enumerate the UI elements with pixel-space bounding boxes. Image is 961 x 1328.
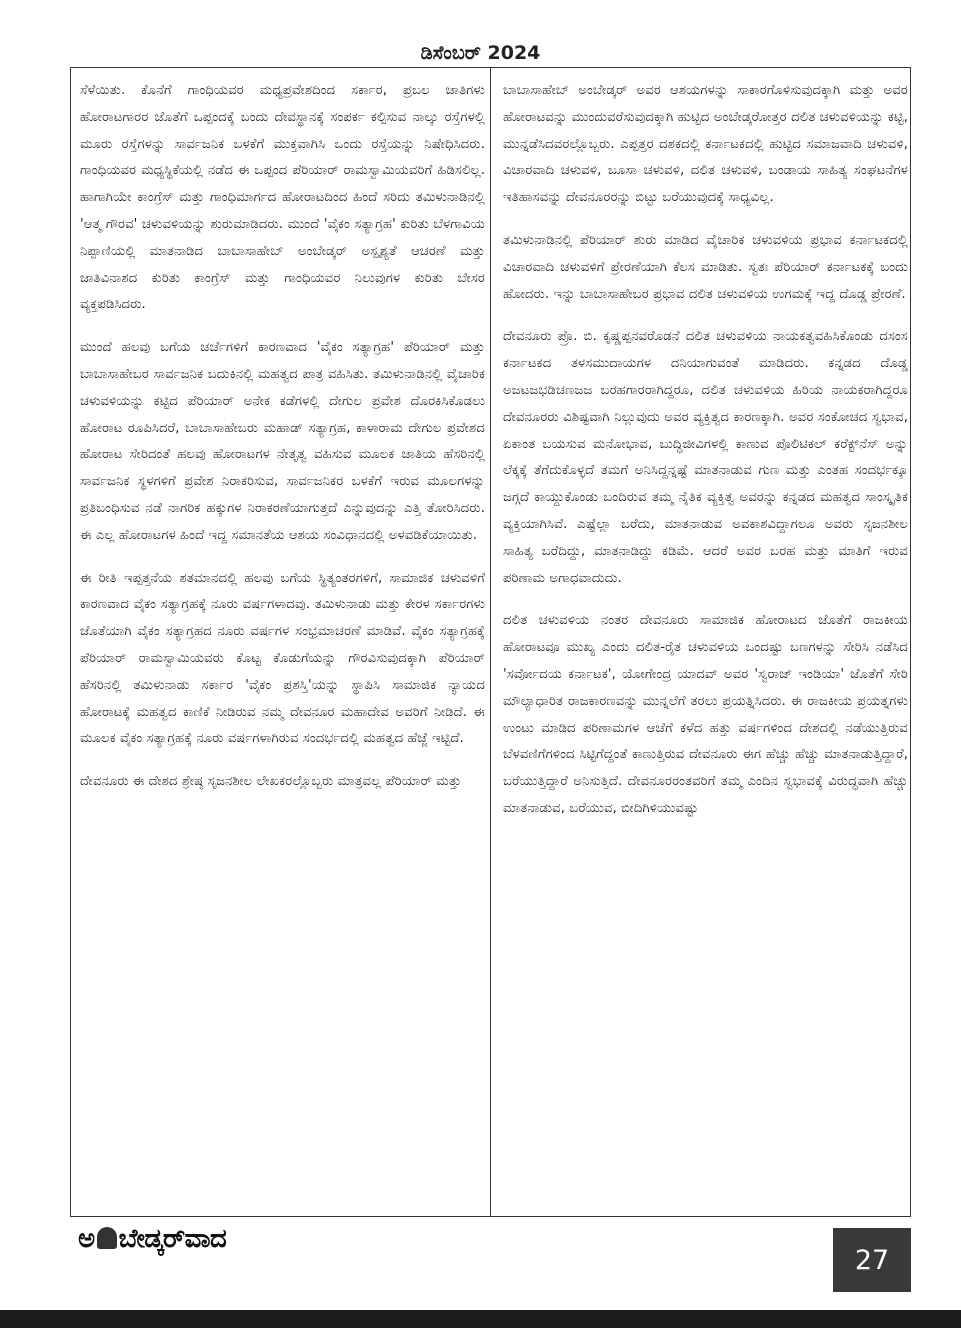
paragraph: ತಮಿಳುನಾಡಿನಲ್ಲಿ ಪೆರಿಯಾರ್ ಶುರು ಮಾಡಿದ ವೈಚಾರಿಕ ಚಳುವಳಿಯ ಪ್ರಭಾವ ಕರ್ನಾಟಕದಲ್ಲಿ ವಿಚಾರವಾದಿ ಚಳುವಳಿಗೆ ಪ್ರೇರಣೆಯಾಗಿ ಕೆಲಸ ಮಾಡಿತು. ಸ್ವತಃ ಪೆರಿಯಾರ್ ಕರ್ನಾಟಕಕ್ಕೆ ಬಂದು ಹೋದರು. ಇನ್ನು ಬಾಬಾಸಾಹೇಬರ ಪ್ರಭಾವ ದಲಿತ ಚಳುವಳಿಯ ಉಗಮಕ್ಕೆ ಇದ್ದ ದೊಡ್ಡ ಪ್ರೇರಣೆ. <box>503 232 908 302</box>
paragraph: ಈ ರೀತಿ ಇಪ್ಪತ್ತನೆಯ ಶತಮಾನದಲ್ಲಿ ಹಲವು ಬಗೆಯ ಸ್ಥಿತ್ಯಂತರಗಳಿಗೆ, ಸಾಮಾಜಿಕ ಚಳುವಳಿಗೆ ಕಾರಣವಾದ ವೈಕಂ ಸತ್ಯಾಗ್ರಹಕ್ಕೆ ನೂರು ವರ್ಷಗಳಾದವು. ತಮಿಳುನಾಡು ಮತ್ತು ಕೇರಳ ಸರ್ಕಾರಗಳು ಜೊತೆಯಾಗಿ ವೈಕಂ ಸತ್ಯಾಗ್ರಹದ ನೂರು ವರ್ಷಗಳ ಸಂಭ್ರಮಾಚರಣೆ ಮಾಡಿವೆ. ವೈಕಂ ಸತ್ಯಾಗ್ರಹಕ್ಕೆ ಪೆರಿಯಾರ್ ರಾಮಸ್ವಾಮಿಯವರು ಕೊಟ್ಟ ಕೊಡುಗೆಯನ್ನು ಗೌರವಿಸುವುದಕ್ಕಾಗಿ ಪೆರಿಯಾರ್ ಹೆಸರಿನಲ್ಲಿ ತಮಿಳುನಾಡು ಸರ್ಕಾರ 'ವೈಕಂ ಪ್ರಶಸ್ತಿ'ಯನ್ನು ಸ್ಥಾಪಿಸಿ ಸಾಮಾಜಿಕ ನ್ಯಾಯದ ಹೋರಾಟಕ್ಕೆ ಮಹತ್ವದ ಕಾಣಿಕೆ ನೀಡಿರುವ ನಮ್ಮ ದೇವನೂರ ಮಹಾದೇವ ಅವರಿಗೆ ನೀಡಿದೆ. ಈ ಮೂಲಕ ವೈಕಂ ಸತ್ಯಾಗ್ರಹಕ್ಕೆ ನೂರು ವರ್ಷಗಳಾಗಿರುವ ಸಂದರ್ಭದಲ್ಲಿ ಮಹತ್ವದ ಹೆಜ್ಜೆ ಇಟ್ಟಿದೆ. <box>80 570 485 747</box>
page-number: 27 <box>833 1228 911 1292</box>
logo-prefix: ಅ <box>78 1224 95 1254</box>
bottom-rule <box>70 1216 910 1217</box>
paragraph: ಮುಂದೆ ಹಲವು ಬಗೆಯ ಚರ್ಚೆಗಳಿಗೆ ಕಾರಣವಾದ 'ವೈಕಂ ಸತ್ಯಾಗ್ರಹ' ಪೆರಿಯಾರ್ ಮತ್ತು ಬಾಬಾಸಾಹೇಬರ ಸಾರ್ವಜನಿಕ ಬದುಕಿನಲ್ಲಿ ಮಹತ್ವದ ಪಾತ್ರ ವಹಿಸಿತು. ತಮಿಳುನಾಡಿನಲ್ಲಿ ವೈಚಾರಿಕ ಚಳುವಳಿಯನ್ನು ಕಟ್ಟಿದ ಪೆರಿಯಾರ್ ಅನೇಕ ಕಡೆಗಳಲ್ಲಿ ದೇಗುಲ ಪ್ರವೇಶ ದೊರಕಿಸಿಕೊಡಲು ಹೋರಾಟ ರೂಪಿಸಿದರೆ, ಬಾಬಾಸಾಹೇಬರು ಮಹಾಡ್ ಸತ್ಯಾಗ್ರಹ, ಕಾಳಾರಾಮ ದೇಗುಲ ಪ್ರವೇಶದ ಹೋರಾಟ ಸೇರಿದಂತೆ ಹಲವು ಹೋರಾಟಗಳ ನೇತೃತ್ವ ವಹಿಸುವ ಮೂಲಕ ಜಾತಿಯ ಹೆಸರಿನಲ್ಲಿ ಸಾರ್ವಜನಿಕ ಸ್ಥಳಗಳಿಗೆ ಪ್ರವೇಶ ನಿರಾಕರಿಸುವ, ಸಾರ್ವಜನಿಕರ ಬಳಕೆಗೆ ಇರುವ ಮೂಲಗಳನ್ನು ಪ್ರತಿಬಂಧಿಸುವ ನಡೆ ನಾಗರಿಕ ಹಕ್ಕುಗಳ ನಿರಾಕರಣೆಯಾಗುತ್ತದೆ ಎನ್ನುವುದನ್ನು ಎತ್ತಿ ತೋರಿಸಿದರು. ಈ ಎಲ್ಲ ಹೋರಾಟಗಳ ಹಿಂದೆ ಇದ್ದ ಸಮಾನತೆಯ ಆಶಯ ಸಂವಿಧಾನದಲ್ಲಿ ಅಳವಡಿಕೆಯಾಯಿತು. <box>80 340 485 543</box>
left-border <box>70 67 71 1217</box>
right-border <box>910 67 911 1217</box>
footer-bar <box>0 1310 961 1328</box>
paragraph: ಸೆಳೆಯಿತು. ಕೊನೆಗೆ ಗಾಂಧಿಯವರ ಮಧ್ಯಪ್ರವೇಶದಿಂದ ಸರ್ಕಾರ, ಪ್ರಬಲ ಜಾತಿಗಳು ಹೋರಾಟಗಾರರ ಜೊತೆಗೆ ಒಪ್ಪಂದಕ್ಕೆ ಬಂದು ದೇವಸ್ಥಾನಕ್ಕೆ ಸಂಪರ್ಕ ಕಲ್ಪಿಸುವ ನಾಲ್ಕು ರಸ್ತೆಗಳಲ್ಲಿ ಮೂರು ರಸ್ತೆಗಳನ್ನು ಸಾರ್ವಜನಿಕ ಬಳಕೆಗೆ ಮುಕ್ತವಾಗಿಸಿ ಒಂದು ರಸ್ತೆಯನ್ನು ನಿಷೇಧಿಸಿದರು. ಗಾಂಧಿಯವರ ಮಧ್ಯಸ್ಥಿಕೆಯಲ್ಲಿ ನಡೆದ ಈ ಒಪ್ಪಂದ ಪೆರಿಯಾರ್ ರಾಮಸ್ವಾಮಿಯವರಿಗೆ ಹಿಡಿಸಲಿಲ್ಲ. ಹಾಗಾಗಿಯೇ ಕಾಂಗ್ರೆಸ್ ಮತ್ತು ಗಾಂಧಿಮಾರ್ಗದ ಹೋರಾಟದಿಂದ ಹಿಂದೆ ಸರಿದು ತಮಿಳುನಾಡಿನಲ್ಲಿ 'ಆತ್ಮ ಗೌರವ' ಚಳುವಳಿಯನ್ನು ಶುರುಮಾಡಿದರು. ಮುಂದೆ 'ವೈಕಂ ಸತ್ಯಾಗ್ರಹ' ಕುರಿತು ಬೆಳಗಾವಿಯ ನಿಪ್ಪಾಣಿಯಲ್ಲಿ ಮಾತನಾಡಿದ ಬಾಬಾಸಾಹೇಬ್ ಅಂಬೇಡ್ಕರ್ ಅಸ್ಪೃಶ್ಯತೆ ಆಚರಣೆ ಮತ್ತು ಜಾತಿವಿನಾಶದ ಕುರಿತು ಕಾಂಗ್ರೆಸ್ ಮತ್ತು ಗಾಂಧಿಯವರ ನಿಲುವುಗಳ ಕುರಿತು ಬೇಸರ ವ್ಯಕ್ತಪಡಿಸಿದರು. <box>80 83 485 313</box>
paragraph: ದೇವನೂರು ಪ್ರೊ. ಬಿ. ಕೃಷ್ಣಪ್ಪನವರೊಡನೆ ದಲಿತ ಚಳುವಳಿಯ ನಾಯಕತ್ವವಹಿಸಿಕೊಂಡು ದಸಂಸ ಕರ್ನಾಟಕದ ತಳಸಮುದಾಯಗಳ ದನಿಯಾಗುವಂತೆ ಮಾಡಿದರು. ಕನ್ನಡದ ದೊಡ್ಡ ಅಜಟಜಭಡಿಚಣಜಜ ಬರಹಗಾರರಾಗಿದ್ದರೂ, ದಲಿತ ಚಳುವಳಿಯ ಹಿರಿಯ ನಾಯಕರಾಗಿದ್ದರೂ ದೇವನೂರರು ವಿಶಿಷ್ಟವಾಗಿ ನಿಲ್ಲುವುದು ಅವರ ವ್ಯಕ್ತಿತ್ವದ ಕಾರಣಕ್ಕಾಗಿ. ಅವರ ಸಂಕೋಚದ ಸ್ವಭಾವ, ಏಕಾಂತ ಬಯಸುವ ಮನೋಭಾವ, ಬುದ್ಧಿಜೀವಿಗಳಲ್ಲಿ ಕಾಣುವ ಪೊಲಿಟಿಕಲ್ ಕರೆಕ್ಟ್‌ನೆಸ್ ಅನ್ನು ಲೆಕ್ಕಕ್ಕೆ ತೆಗೆದುಕೊಳ್ಳದೆ ತಮಗೆ ಅನಿಸಿದ್ದನ್ನಷ್ಟೆ ಮಾತನಾಡುವ ಗುಣ ಮತ್ತು ಎಂತಹ ಸಂದರ್ಭಕ್ಕೂ ಜಗ್ಗದೆ ಕಾಯ್ದುಕೊಂಡು ಬಂದಿರುವ ತಮ್ಮ ನೈತಿಕ ವ್ಯಕ್ತಿತ್ವ ಅವರನ್ನು ಕನ್ನಡದ ಮಹತ್ವದ ಸಾಂಸ್ಕೃತಿಕ ವ್ಯಕ್ತಿಯಾಗಿಸಿವೆ. ಎಷ್ಟೆಲ್ಲಾ ಬರೆದು, ಮಾತನಾಡುವ ಅವಕಾಶವಿದ್ದಾಗಲೂ ಅವರು ಸೃಜನಶೀಲ ಸಾಹಿತ್ಯ ಬರೆದಿದ್ದು, ಮಾತನಾಡಿದ್ದು ಕಡಿಮೆ. ಆದರೆ ಅವರ ಬರಹ ಮತ್ತು ಮಾತಿಗೆ ಇರುವ ಪರಿಣಾಮ ಅಗಾಧವಾದುದು. <box>503 329 908 586</box>
paragraph: ದಲಿತ ಚಳುವಳಿಯ ನಂತರ ದೇವನೂರು ಸಾಮಾಜಿಕ ಹೋರಾಟದ ಜೊತೆಗೆ ರಾಜಕೀಯ ಹೋರಾಟವೂ ಮುಖ್ಯ ಎಂದು ದಲಿತ-ರೈತ ಚಳುವಳಿಯ ಒಂದಷ್ಟು ಬಣಗಳನ್ನು ಸೇರಿಸಿ ನಡೆಸಿದ 'ಸರ್ವೋದಯ ಕರ್ನಾಟಕ', ಯೋಗೇಂದ್ರ ಯಾದವ್ ಅವರ 'ಸ್ವರಾಜ್ ಇಂಡಿಯಾ' ಜೊತೆಗೆ ಸೇರಿ ಮೌಲ್ಯಾಧಾರಿತ ರಾಜಕಾರಣವನ್ನು ಮುನ್ನಲೆಗೆ ತರಲು ಪ್ರಯತ್ನಿಸಿದರು. ಈ ರಾಜಕೀಯ ಪ್ರಯತ್ನಗಳು ಉಂಟು ಮಾಡಿದ ಪರಿಣಾಮಗಳ ಆಚೆಗೆ ಕಳೆದ ಹತ್ತು ವರ್ಷಗಳಿಂದ ದೇಶದಲ್ಲಿ ನಡೆಯುತ್ತಿರುವ ಬೆಳವಣಿಗೆಗಳಿಂದ ಸಿಟ್ಟಿಗೆದ್ದಂತೆ ಕಾಣುತ್ತಿರುವ ದೇವನೂರು ಈಗ ಹೆಚ್ಚು ಹೆಚ್ಚು ಮಾತನಾಡುತ್ತಿದ್ದಾರೆ, ಬರೆಯುತ್ತಿದ್ದಾರೆ ಅನಿಸುತ್ತಿದೆ. ದೇವನೂರರಂತವರಿಗೆ ತಮ್ಮ ಎಂದಿನ ಸ್ವಭಾವಕ್ಕೆ ವಿರುದ್ಧವಾಗಿ ಹೆಚ್ಚು ಮಾತನಾಡುವ, ಬರೆಯುವ, ಬೀದಿಗಿಳಿಯುವಷ್ಟು <box>503 613 908 816</box>
page-header-title: ಡಿಸೆಂಬರ್ 2024 <box>420 42 541 64</box>
left-column <box>80 78 485 812</box>
paragraph: ದೇವನೂರು ಈ ದೇಶದ ಶ್ರೇಷ್ಠ ಸೃಜನಶೀಲ ಲೇಖಕರಲ್ಲೊಬ್ಬರು ಮಾತ್ರವಲ್ಲ ಪೆರಿಯಾರ್ ಮತ್ತು <box>80 774 462 790</box>
ambedkar-bust-icon <box>97 1227 117 1249</box>
magazine-logo <box>78 1224 226 1255</box>
paragraph: ಬಾಬಾಸಾಹೇಬ್ ಅಂಬೇಡ್ಕರ್ ಅವರ ಆಶಯಗಳನ್ನು ಸಾಕಾರಗೊಳಿಸುವುದಕ್ಕಾಗಿ ಮತ್ತು ಅವರ ಹೋರಾಟವನ್ನು ಮುಂದುವರೆಸುವುದಕ್ಕಾಗಿ ಹುಟ್ಟಿದ ಅಂಬೇಡ್ಕರೋತ್ತರ ದಲಿತ ಚಳುವಳಿಯನ್ನು ಕಟ್ಟಿ, ಮುನ್ನಡೆಸಿದವರಲ್ಲೊಬ್ಬರು. ಎಪ್ಪತ್ತರ ದಶಕದಲ್ಲಿ ಕರ್ನಾಟಕದಲ್ಲಿ ಹುಟ್ಟಿದ ಸಮಾಜವಾದಿ ಚಳುವಳಿ, ವಿಚಾರವಾದಿ ಚಳುವಳಿ, ಬೂಸಾ ಚಳುವಳಿ, ದಲಿತ ಚಳುವಳಿ, ಬಂಡಾಯ ಸಾಹಿತ್ಯ ಸಂಘಟನೆಗಳ ಇತಿಹಾಸವನ್ನು ದೇವನೂರರನ್ನು ಬಿಟ್ಟು ಬರೆಯುವುದಕ್ಕೆ ಸಾಧ್ಯವಿಲ್ಲ. <box>503 83 908 206</box>
logo-suffix: ಬೇಡ್ಕರ್‌ವಾದ <box>118 1224 227 1254</box>
column-divider <box>490 67 491 1217</box>
right-column <box>503 78 908 839</box>
